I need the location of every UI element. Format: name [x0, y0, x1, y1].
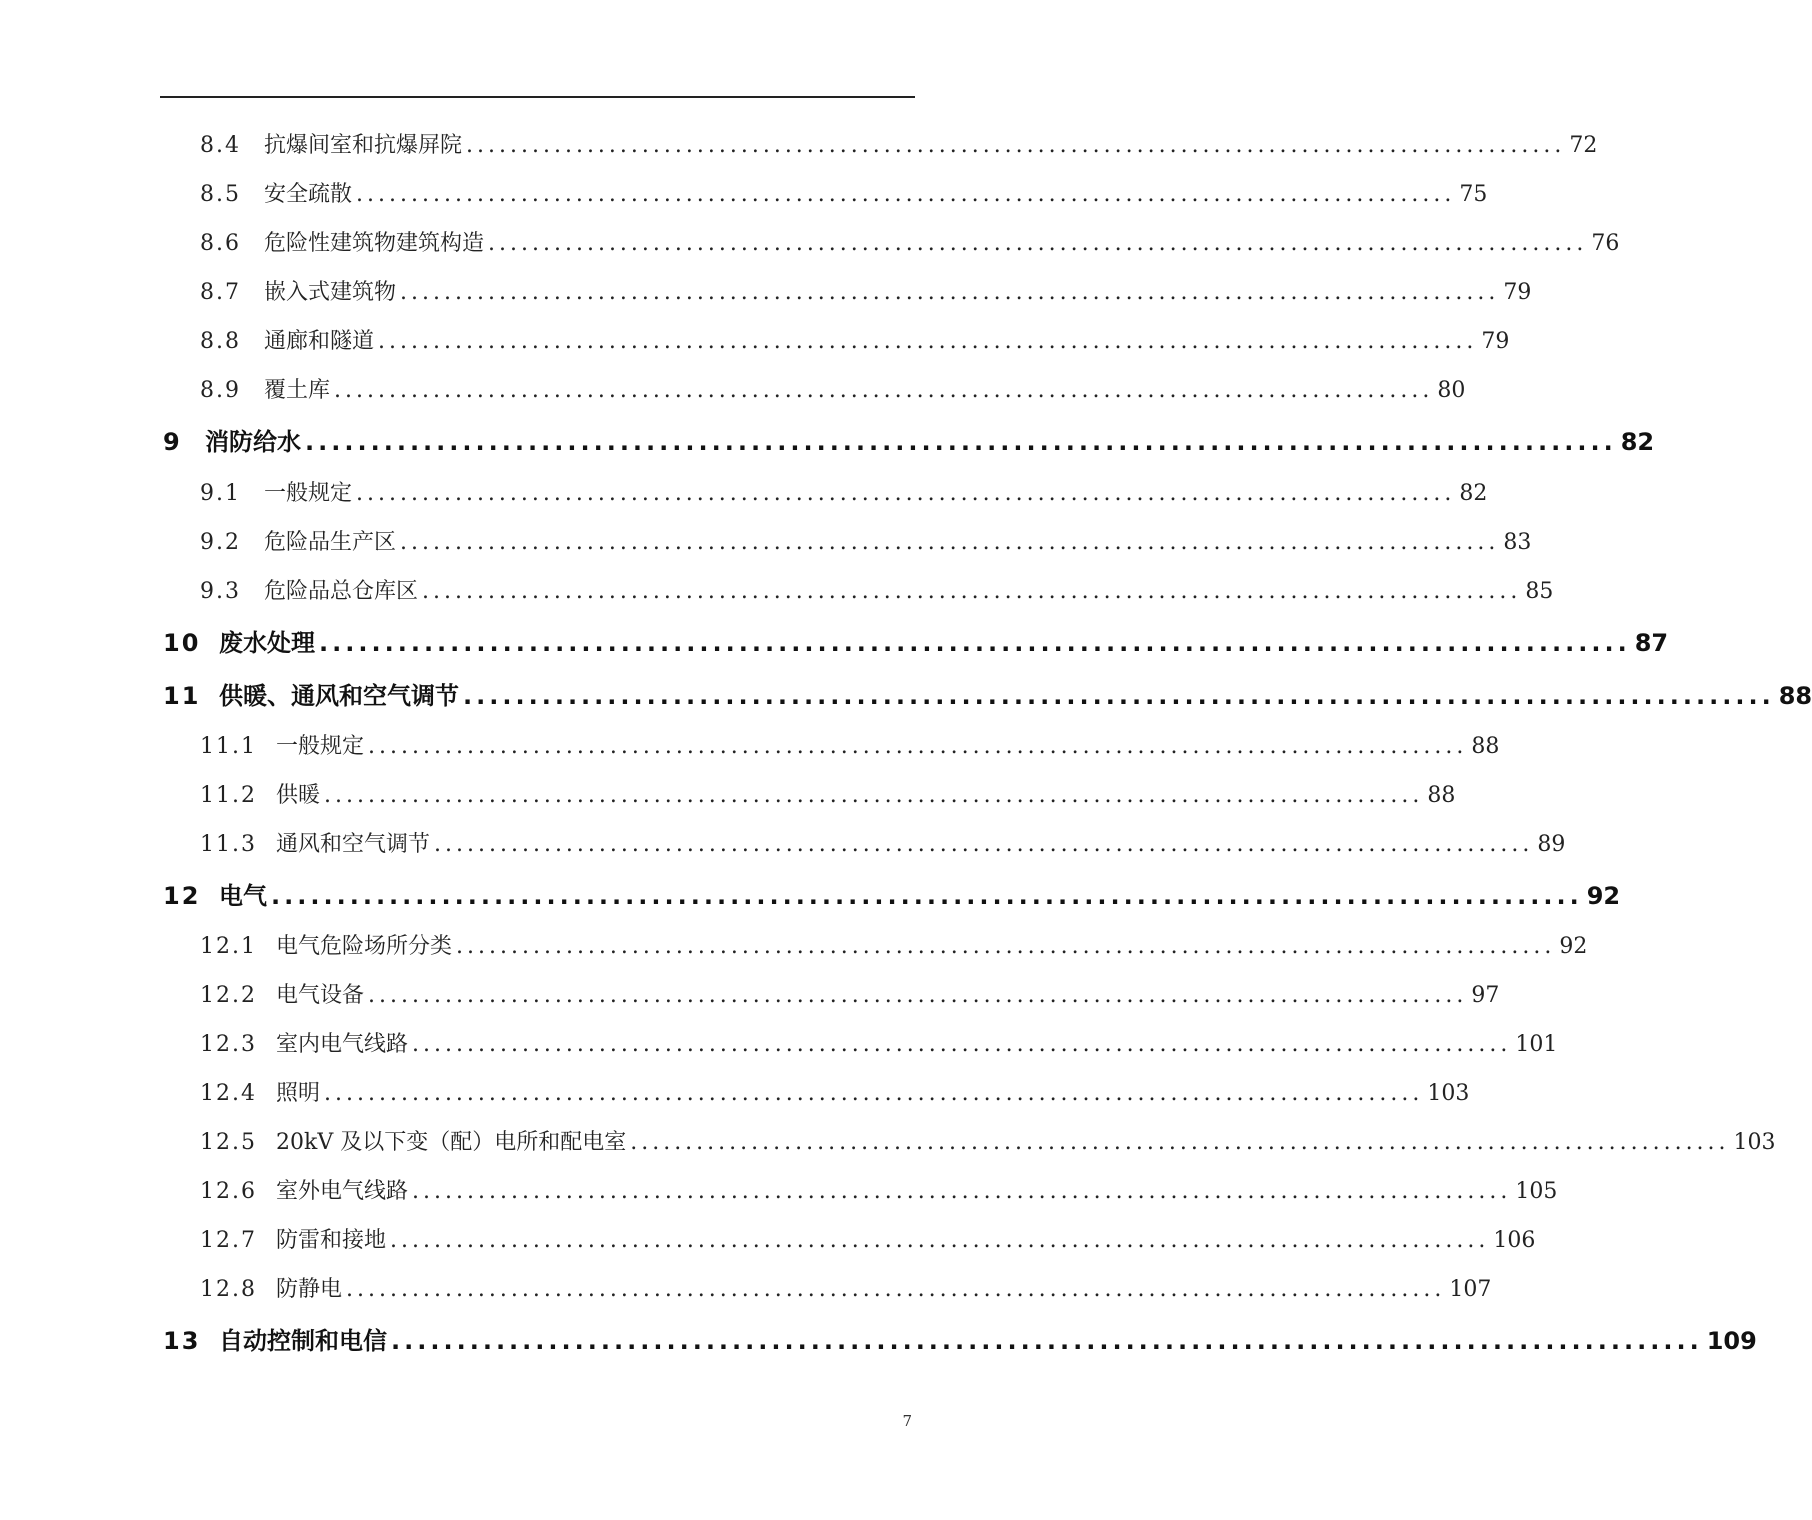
toc-entry-12-4[interactable]: [200, 1078, 1470, 1110]
dot-leader: ....................................................................................................: [466, 133, 1566, 158]
toc-entry-title: 抗爆间室和抗爆屏院: [264, 133, 463, 158]
dot-leader: ....................................................................................................: [434, 832, 1534, 857]
toc-entry-number: 11.3: [200, 832, 257, 857]
toc-chapter-number: 9: [163, 428, 182, 456]
dot-leader: ....................................................................................................: [324, 1081, 1424, 1106]
toc-entry-page: 97: [1471, 983, 1500, 1008]
toc-entry-page: 107: [1449, 1277, 1492, 1302]
toc-chapter-number: 13: [163, 1327, 201, 1355]
toc-entry-title: 供暖: [276, 783, 321, 808]
toc-entry-12-6[interactable]: [200, 1176, 1558, 1208]
dot-leader: ....................................................................................................: [630, 1130, 1730, 1155]
toc-entry-number: 8.7: [200, 280, 241, 305]
toc-entry-title: 防静电: [276, 1277, 343, 1302]
toc-entry-number: 9.2: [200, 530, 241, 555]
dot-leader: ....................................................................................................: [390, 1228, 1490, 1253]
toc-entry-page: 80: [1437, 378, 1466, 403]
toc-chapter-13[interactable]: [163, 1324, 1757, 1358]
dot-leader: ....................................................................................................: [400, 530, 1500, 555]
toc-entry-page: 85: [1525, 579, 1554, 604]
toc-entry-number: 12.8: [200, 1277, 257, 1302]
toc-entry-title: 照明: [276, 1081, 321, 1106]
toc-entry-title: 嵌入式建筑物: [264, 280, 397, 305]
toc-chapter-10[interactable]: [163, 626, 1669, 660]
toc-entry-8-9[interactable]: [200, 375, 1466, 407]
toc-entry-page: 88: [1427, 783, 1456, 808]
toc-entry-12-8[interactable]: [200, 1274, 1492, 1306]
toc-entry-number: 9.1: [200, 481, 241, 506]
toc-entry-title: 覆土库: [264, 378, 331, 403]
toc-entry-page: 79: [1503, 280, 1532, 305]
toc-entry-number: 8.5: [200, 182, 241, 207]
toc-entry-number: 11.1: [200, 734, 257, 759]
toc-chapter-title: 消防给水: [205, 428, 301, 456]
dot-leader: ....................................................................................................: [305, 428, 1617, 456]
dot-leader: ....................................................................................................: [400, 280, 1500, 305]
toc-entry-8-6[interactable]: [200, 228, 1620, 260]
toc-entry-number: 12.6: [200, 1179, 257, 1204]
toc-chapter-title: 电气: [219, 882, 267, 910]
dot-leader: ....................................................................................................: [271, 882, 1583, 910]
dot-leader: ....................................................................................................: [488, 231, 1588, 256]
toc-entry-8-8[interactable]: [200, 326, 1510, 358]
toc-entry-title: 危险品生产区: [264, 530, 397, 555]
toc-entry-number: 12.7: [200, 1228, 257, 1253]
dot-leader: ....................................................................................................: [378, 329, 1478, 354]
toc-entry-12-1[interactable]: [200, 931, 1588, 963]
dot-leader: ....................................................................................................: [456, 934, 1556, 959]
toc-chapter-page: 82: [1620, 428, 1655, 456]
toc-entry-title: 20kV 及以下变（配）电所和配电室: [276, 1130, 627, 1155]
toc-entry-page: 76: [1591, 231, 1620, 256]
toc-entry-number: 12.2: [200, 983, 257, 1008]
toc-entry-page: 88: [1471, 734, 1500, 759]
toc-chapter-page: 88: [1778, 682, 1812, 710]
toc-entry-title: 通风和空气调节: [276, 832, 431, 857]
toc-chapter-page: 92: [1586, 882, 1621, 910]
toc-entry-page: 105: [1515, 1179, 1558, 1204]
toc-entry-number: 11.2: [200, 783, 257, 808]
toc-entry-number: 8.6: [200, 231, 241, 256]
toc-entry-number: 8.9: [200, 378, 241, 403]
toc-entry-page: 101: [1515, 1032, 1558, 1057]
toc-entry-page: 103: [1427, 1081, 1470, 1106]
toc-entry-8-7[interactable]: [200, 277, 1532, 309]
toc-entry-page: 103: [1733, 1130, 1776, 1155]
toc-entry-title: 防雷和接地: [276, 1228, 387, 1253]
toc-entry-number: 9.3: [200, 579, 241, 604]
toc-entry-title: 电气设备: [276, 983, 365, 1008]
toc-chapter-page: 87: [1634, 629, 1669, 657]
dot-leader: ....................................................................................................: [346, 1277, 1446, 1302]
dot-leader: ....................................................................................................: [422, 579, 1522, 604]
toc-entry-page: 83: [1503, 530, 1532, 555]
toc-entry-9-1[interactable]: [200, 478, 1488, 510]
toc-chapter-number: 12: [163, 882, 201, 910]
toc-entry-page: 89: [1537, 832, 1566, 857]
toc-entry-title: 危险品总仓库区: [264, 579, 419, 604]
toc-entry-title: 一般规定: [276, 734, 365, 759]
toc-chapter-title: 自动控制和电信: [219, 1327, 387, 1355]
toc-entry-number: 8.8: [200, 329, 241, 354]
toc-entry-title: 危险性建筑物建筑构造: [264, 231, 485, 256]
toc-entry-12-2[interactable]: [200, 980, 1500, 1012]
toc-entry-page: 79: [1481, 329, 1510, 354]
toc-entry-9-3[interactable]: [200, 576, 1554, 608]
page-number: 7: [902, 1412, 912, 1430]
toc-chapter-number: 11: [163, 682, 201, 710]
dot-leader: ....................................................................................................: [334, 378, 1434, 403]
toc-entry-12-7[interactable]: [200, 1225, 1536, 1257]
dot-leader: ....................................................................................................: [356, 481, 1456, 506]
dot-leader: ....................................................................................................: [356, 182, 1456, 207]
toc-entry-11-2[interactable]: [200, 780, 1456, 812]
dot-leader: ....................................................................................................: [368, 983, 1468, 1008]
toc-chapter-number: 10: [163, 629, 201, 657]
toc-entry-8-4[interactable]: [200, 130, 1598, 162]
toc-entry-page: 82: [1459, 481, 1488, 506]
dot-leader: ....................................................................................................: [324, 783, 1424, 808]
toc-entry-9-2[interactable]: [200, 527, 1532, 559]
dot-leader: ....................................................................................................: [391, 1327, 1703, 1355]
toc-entry-11-1[interactable]: [200, 731, 1500, 763]
toc-entry-number: 8.4: [200, 133, 241, 158]
toc-entry-title: 室外电气线路: [276, 1179, 409, 1204]
toc-entry-page: 92: [1559, 934, 1588, 959]
dot-leader: ....................................................................................................: [463, 682, 1775, 710]
toc-entry-number: 12.1: [200, 934, 257, 959]
toc-chapter-9[interactable]: [163, 425, 1655, 459]
toc-entry-title: 电气危险场所分类: [276, 934, 453, 959]
toc-entry-number: 12.5: [200, 1130, 257, 1155]
dot-leader: ....................................................................................................: [412, 1179, 1512, 1204]
toc-entry-title: 通廊和隧道: [264, 329, 375, 354]
dot-leader: ....................................................................................................: [368, 734, 1468, 759]
toc-entry-page: 106: [1493, 1228, 1536, 1253]
toc-entry-12-5[interactable]: [200, 1127, 1776, 1159]
dot-leader: ....................................................................................................: [412, 1032, 1512, 1057]
toc-entry-number: 12.4: [200, 1081, 257, 1106]
toc-entry-8-5[interactable]: [200, 179, 1488, 211]
toc-entry-page: 75: [1459, 182, 1488, 207]
toc-chapter-title: 供暖、通风和空气调节: [219, 682, 459, 710]
toc-entry-11-3[interactable]: [200, 829, 1566, 861]
toc-entry-title: 室内电气线路: [276, 1032, 409, 1057]
toc-entry-page: 72: [1569, 133, 1598, 158]
toc-chapter-title: 废水处理: [219, 629, 315, 657]
toc-chapter-12[interactable]: [163, 879, 1621, 913]
toc-entry-number: 12.3: [200, 1032, 257, 1057]
dot-leader: ....................................................................................................: [319, 629, 1631, 657]
toc-entry-title: 一般规定: [264, 481, 353, 506]
toc-entry-12-3[interactable]: [200, 1029, 1558, 1061]
toc-entry-title: 安全疏散: [264, 182, 353, 207]
toc-chapter-11[interactable]: [163, 679, 1812, 713]
toc-chapter-page: 109: [1706, 1327, 1757, 1355]
